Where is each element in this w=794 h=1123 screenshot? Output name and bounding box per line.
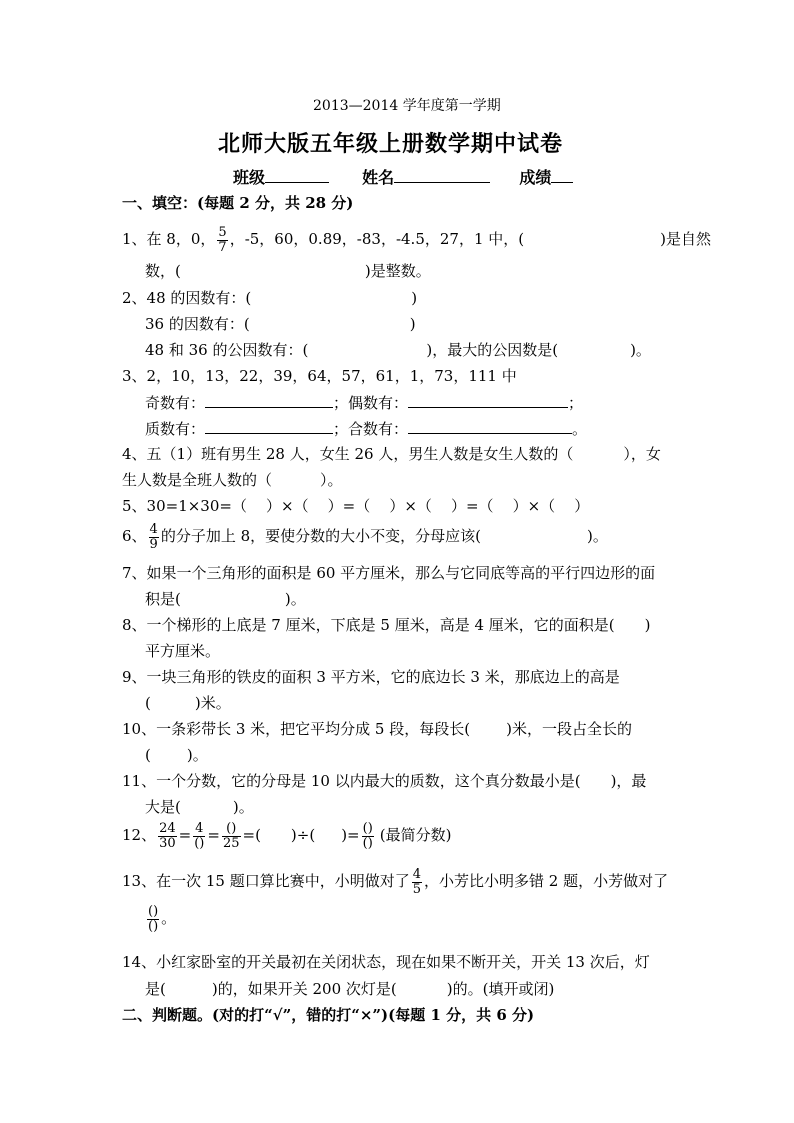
student-info	[233, 168, 573, 187]
question-10-line-1: 10、一条彩带长 3 米，把它平均分成 5 段，每段长( )米，一段占全长的	[122, 720, 632, 738]
question-4-line-2: 生人数是全班人数的（ ）。	[122, 471, 343, 489]
question-14-line-2: 是( )的，如果开关 200 次灯是( )的。(填开或闭)	[145, 980, 555, 998]
question-7-line-2: 积是( )。	[145, 590, 306, 608]
question-7-line-1: 7、如果一个三角形的面积是 60 平方厘米，那么与它同底等高的平行四边形的面	[122, 564, 656, 582]
question-6: 6、 $\frac{4}{9}$ 的分子加上 8，要使分数的大小不变，分母应该( )。	[122, 522, 608, 552]
section-1-title: 一、填空：(每题 2 分，共 28 分)	[122, 194, 354, 212]
school-year: 2013—2014 学年度第一学期	[313, 98, 501, 114]
question-12: 12、 $\frac{24}{30}$ = $\frac{4}{()}$ = $\frac{()}{25}$ =( )÷( )= $\frac{()}{()}$ (最简分数)	[122, 821, 452, 851]
question-2-line-1: 2、48 的因数有：( )	[122, 289, 418, 307]
question-2-line-2: 36 的因数有：( )	[145, 315, 416, 333]
question-4-line-1: 4、五（1）班有男生 28 人，女生 26 人，男生人数是女生人数的（ ），女	[122, 445, 661, 463]
fraction-4-9: $\frac{4}{9}$	[149, 522, 158, 552]
prime-numbers-blank[interactable]	[205, 419, 333, 434]
question-5: 5、30=1×30=（ ）×（ ）=（ ）×（ ）=（ ）×（ ）	[122, 497, 590, 515]
fraction-4-5: $\frac{4}{5}$	[412, 867, 421, 897]
class-blank[interactable]	[265, 168, 329, 183]
score-label: 成绩	[519, 168, 552, 187]
question-9-line-1: 9、一块三角形的铁皮的面积 3 平方米，它的底边长 3 米，那底边上的高是	[122, 668, 620, 686]
question-13-line-1: 13、在一次 15 题口算比赛中，小明做对了 $\frac{4}{5}$ ，小芳比小明多错 2 题，小芳做对了	[122, 867, 669, 897]
question-13-line-2: $\frac{()}{()}$ 。	[148, 904, 177, 934]
odd-numbers-blank[interactable]	[205, 393, 333, 408]
even-numbers-blank[interactable]	[408, 393, 568, 408]
question-8-line-2: 平方厘米。	[145, 642, 221, 660]
question-10-line-2: ( )。	[145, 746, 208, 764]
question-11-line-2: 大是( )。	[145, 798, 254, 816]
question-3-line-3: 质数有： ；合数有： 。	[145, 420, 588, 438]
fraction-24-30: $\frac{24}{30}$	[159, 821, 176, 851]
question-1-line-1: 1、在 8，0， $\frac{5}{7}$ ，-5，60，0.89，-83，-4.5，27，1 中，( )是自然	[122, 225, 711, 255]
question-2-line-3: 48 和 36 的公因数有：( )，最大的公因数是( )。	[145, 341, 651, 359]
composite-numbers-blank[interactable]	[408, 419, 572, 434]
page-title: 北师大版五年级上册数学期中试卷	[218, 131, 564, 157]
fraction-simplest-blank[interactable]: $\frac{()}{()}$	[362, 821, 373, 851]
question-3-line-2: 奇数有： ；偶数有： ；	[145, 394, 584, 412]
question-8-line-1: 8、一个梯形的上底是 7 厘米，下底是 5 厘米，高是 4 厘米，它的面积是( )	[122, 616, 651, 634]
section-2-title: 二、判断题。(对的打“√”，错的打“×”)(每题 1 分，共 6 分)	[122, 1006, 535, 1024]
fraction-4-blank[interactable]: $\frac{4}{()}$	[194, 821, 205, 851]
name-blank[interactable]	[394, 168, 490, 183]
name-label: 姓名	[362, 168, 395, 187]
class-label: 班级	[233, 168, 266, 187]
question-3-line-1: 3、2，10，13，22，39，64，57，61，1，73，111 中	[122, 367, 517, 385]
question-14-line-1: 14、小红家卧室的开关最初在关闭状态，现在如果不断开关，开关 13 次后，灯	[122, 953, 650, 971]
fraction-5-7: $\frac{5}{7}$	[218, 225, 227, 255]
fraction-answer-blank[interactable]: $\frac{()}{()}$	[148, 904, 159, 934]
question-11-line-1: 11、一个分数，它的分母是 10 以内最大的质数，这个真分数最小是( )，最	[122, 772, 647, 790]
question-9-line-2: ( )米。	[145, 694, 231, 712]
score-blank[interactable]	[551, 168, 573, 183]
fraction-blank-25[interactable]: $\frac{()}{25}$	[222, 821, 240, 851]
question-1-line-2: 数，( )是整数。	[145, 262, 431, 280]
